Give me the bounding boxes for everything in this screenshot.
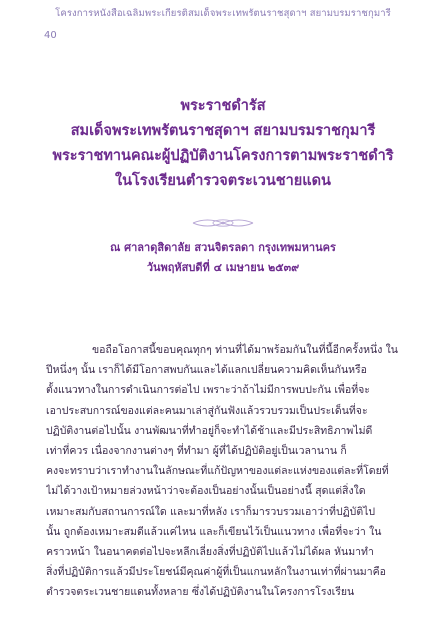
body-line: ปีหนึ่งๆ นั้น เราก็ได้มีโอกาสพบกันและได้แลกเปลี่ยนความคิดเห็นกันหรือ (46, 364, 367, 377)
body-line: ขอถือโอกาสนี้ขอบคุณทุกๆ ท่านที่ได้มาพร้อมกันในที่นี้อีกครั้งหนึ่ง ใน (92, 344, 398, 356)
body-line: สิ่งที่ปฏิบัติการแล้วมีประโยชน์มีคุณค่าผู้ที่เป็นแกนหลักในงานเท่าที่ผ่านมาคือ (46, 566, 386, 579)
byline-place: ณ ศาลาดุสิดาลัย สวนจิตรลดา กรุงเทพมหานคร (110, 241, 336, 254)
body-line: ตำรวจตระเวนชายแดนทั้งหลาย ซึ่งได้ปฏิบัติงานในโครงการโรงเรียน (46, 586, 355, 599)
body-line: ตั้งแนวทางในการดำเนินการต่อไป เพราะว่าถ้าไม่มีการพบปะกัน เพื่อที่จะ (46, 384, 370, 397)
body-line: เท่าที่ควร เนื่องจากงานต่างๆ ที่ทำมา ผู้ที่ได้ปฏิบัติอยู่เป็นเวลานาน ก็ (46, 445, 347, 458)
page-number: 40 (44, 30, 57, 41)
body-line: เหมาะสมกับสถานการณ์ใด และมาที่หลัง เราก็มารวบรวมเอาว่าที่ปฏิบัติไป (46, 505, 376, 518)
title-project: ในโรงเรียนตำรวจตระเวนชายแดน (115, 173, 331, 189)
decorative-divider-icon (191, 216, 255, 230)
title-royal-name: สมเด็จพระเทพรัตนราชสุดาฯ สยามบรมราชกุมารี (70, 123, 376, 139)
byline (20, 238, 426, 278)
byline-date: วันพฤหัสบดีที่ ๔ เมษายน ๒๕๓๙ (146, 261, 300, 274)
body-line: คราวหน้า ในอนาคตต่อไปจะหลีกเลี่ยงสิ่งที่ปฏิบัติไปแล้วไม่ได้ผล หันมาทำ (46, 546, 374, 559)
body-line: ปฏิบัติงานต่อไปนั้น งานพัฒนาที่ทำอยู่ก็จะทำได้ช้าและมีประสิทธิภาพไม่ดี (46, 424, 373, 437)
body-paragraph (46, 340, 400, 603)
title-block (20, 94, 426, 194)
body-line: ไม่ได้วางเป้าหมายล่วงหน้าว่าจะต้องเป็นอย่างนั้นเป็นอย่างนี้ สุดแต่สิ่งใด (46, 485, 366, 498)
title-audience: พระราชทานคณะผู้ปฏิบัติงานโครงการตามพระราชดำริ (52, 148, 394, 164)
body-line: คงจะทราบว่าเราทำงานในลักษณะที่แก้ปัญหาของแต่ละแห่งของแต่ละที่โดยที่ (46, 465, 389, 478)
body-line: เอาประสบการณ์ของแต่ละคนมาเล่าสู่กันฟังแล้วรวบรวมเป็นประเด็นที่จะ (46, 404, 368, 417)
body-line: นั้น ถูกต้องเหมาะสมดีแล้วแค่ไหน และก็เขียนไว้เป็นแนวทาง เพื่อที่จะว่า ใน (46, 525, 382, 538)
title-heading: พระราชดำรัส (180, 98, 266, 114)
running-head: โครงการหนังสือเฉลิมพระเกียรติสมเด็จพระเทพรัตนราชสุดาฯ สยามบรมราชกุมารี (55, 8, 391, 19)
